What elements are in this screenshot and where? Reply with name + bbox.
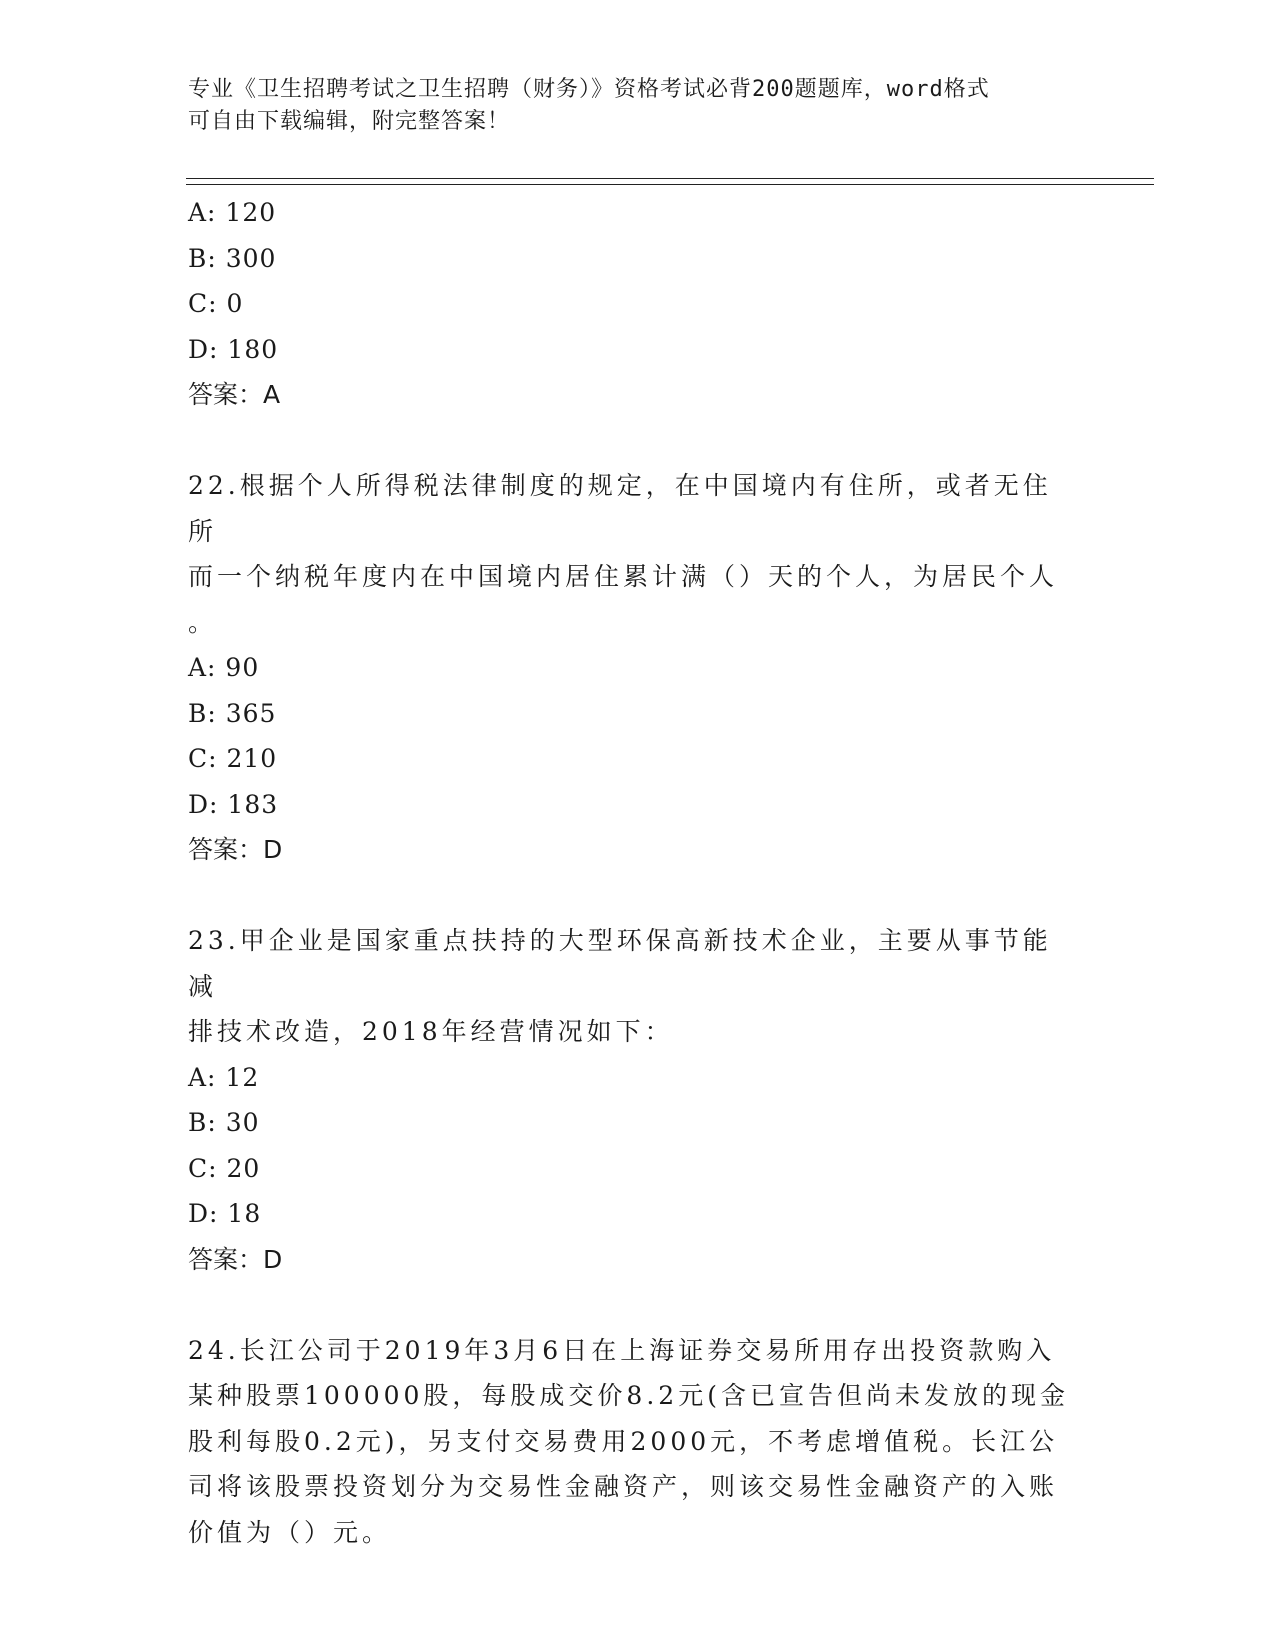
spacer (188, 873, 1078, 918)
header-title-line-2: 可自由下载编辑，附完整答案！ (188, 109, 511, 134)
question-line: 司将该股票投资划分为交易性金融资产，则该交易性金融资产的入账 (188, 1472, 1059, 1501)
option-c: C: 20 (188, 1153, 261, 1183)
option-c: C: 0 (188, 289, 244, 318)
option-a: A: 12 (188, 1062, 260, 1092)
question-line: 。 (188, 607, 218, 637)
question-text (188, 1328, 1078, 1556)
question-text (188, 918, 1078, 1055)
option-d: D: 180 (188, 334, 279, 364)
question-24 (188, 1328, 1078, 1556)
question-line: 某种股票100000股，每股成交价8.2元(含已宣告但尚未发放的现金 (188, 1381, 1069, 1410)
header-divider (186, 178, 1154, 185)
answer-line: 答案：D (188, 835, 283, 864)
option-b: B: 365 (188, 698, 277, 728)
question-text (188, 463, 1078, 645)
option-a: A: 120 (188, 198, 277, 227)
document-header (188, 74, 1068, 138)
answer-line: 答案：A (188, 380, 281, 409)
option-d: D: 18 (188, 1199, 262, 1228)
spacer (188, 1283, 1078, 1328)
spacer (188, 418, 1078, 463)
question-23 (188, 918, 1078, 1283)
option-d: D: 183 (188, 789, 279, 819)
question-line: 股利每股0.2元)，另支付交易费用2000元，不考虑增值税。长江公 (188, 1426, 1059, 1456)
question-line: 价值为（）元。 (188, 1517, 392, 1547)
header-title-line-1: 专业《卫生招聘考试之卫生招聘（财务）》资格考试必背200题题库，word格式 (188, 77, 990, 102)
document-body (188, 190, 1078, 1555)
option-b: B: 300 (188, 243, 277, 273)
question-line: 排技术改造，2018年经营情况如下： (188, 1017, 674, 1046)
option-b: B: 30 (188, 1108, 260, 1137)
question-line: 22.根据个人所得税法律制度的规定，在中国境内有住所，或者无住所 (188, 471, 1052, 546)
question-21-options (188, 190, 1078, 418)
question-line: 而一个纳税年度内在中国境内居住累计满（）天的个人，为居民个人 (188, 562, 1059, 591)
answer-line: 答案：D (188, 1244, 283, 1274)
option-a: A: 90 (188, 653, 260, 682)
question-22 (188, 463, 1078, 873)
option-c: C: 210 (188, 744, 278, 773)
question-line: 24.长江公司于2019年3月6日在上海证券交易所用存出投资款购入 (188, 1335, 1056, 1365)
question-line: 23.甲企业是国家重点扶持的大型环保高新技术企业，主要从事节能减 (188, 926, 1052, 1001)
